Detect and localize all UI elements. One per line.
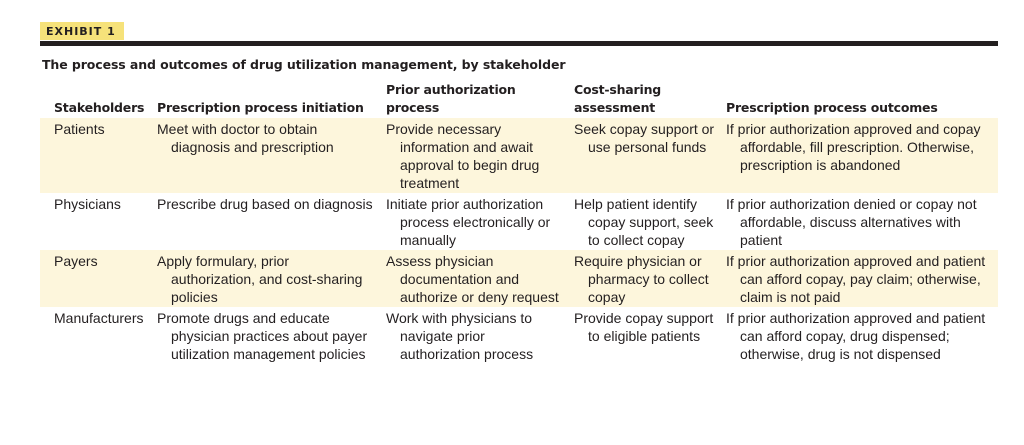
header-rule — [40, 41, 998, 46]
table-row — [40, 307, 998, 364]
column-header-prior-authorization: Prior authorization process — [386, 82, 516, 115]
column-header-cost-sharing: Cost-sharing assessment — [574, 82, 662, 115]
outcomes-cell — [722, 193, 998, 250]
outcomes-cell — [722, 250, 998, 307]
cost-sharing-cell — [570, 193, 722, 250]
exhibit-label: EXHIBIT 1 — [40, 22, 124, 40]
cell-text: Prescribe drug based on diagnosis — [157, 196, 373, 212]
table-title: The process and outcomes of drug utilization management, by stakeholder — [42, 57, 566, 72]
stakeholder-cell — [40, 193, 153, 250]
prior-auth-cell — [382, 250, 570, 307]
header-row — [40, 81, 998, 118]
table-row — [40, 250, 998, 307]
cell-text: Provide copay support to eligible patients — [574, 310, 714, 344]
cell-text: Seek copay support or use personal funds — [574, 121, 715, 155]
stakeholder-cell — [40, 307, 153, 364]
column-header-initiation: Prescription process initiation — [157, 100, 364, 115]
cell-text: Require physician or pharmacy to collect copay — [574, 253, 709, 305]
cell-text: Payers — [54, 253, 98, 269]
cell-text: Work with physicians to navigate prior authorization process — [386, 310, 534, 362]
outcomes-cell — [722, 307, 998, 364]
table-row — [40, 193, 998, 250]
cell-text: Meet with doctor to obtain diagnosis and prescription — [157, 121, 334, 155]
stakeholder-table — [40, 81, 998, 364]
initiation-cell — [153, 118, 382, 193]
prior-auth-cell — [382, 193, 570, 250]
initiation-cell — [153, 250, 382, 307]
outcomes-cell — [722, 118, 998, 193]
initiation-cell — [153, 193, 382, 250]
cell-text: If prior authorization approved and patient can afford copay, drug dispensed; otherwise, drug is not dispensed — [726, 310, 986, 362]
exhibit — [40, 22, 998, 364]
prior-auth-cell — [382, 118, 570, 193]
initiation-cell — [153, 307, 382, 364]
cell-text: Physicians — [54, 196, 121, 212]
cell-text: Patients — [54, 121, 105, 137]
cell-text: If prior authorization denied or copay not affordable, discuss alternatives with patient — [726, 196, 977, 248]
cell-text: Assess physician documentation and authorize or deny request — [386, 253, 559, 305]
cost-sharing-cell — [570, 118, 722, 193]
cell-text: If prior authorization approved and copay affordable, fill prescription. Otherwise, prescription is abandoned — [726, 121, 981, 173]
cell-text: If prior authorization approved and patient can afford copay, pay claim; otherwise, claim is not paid — [726, 253, 986, 305]
cell-text: Apply formulary, prior authorization, and cost-sharing policies — [157, 253, 363, 305]
cost-sharing-cell — [570, 250, 722, 307]
stakeholder-cell — [40, 250, 153, 307]
cell-text: Help patient identify copay support, seek to collect copay — [574, 196, 714, 248]
cell-text: Provide necessary information and await approval to begin drug treatment — [386, 121, 540, 191]
cell-text: Initiate prior authorization process electronically or manually — [386, 196, 551, 248]
column-header-outcomes: Prescription process outcomes — [726, 100, 938, 115]
cell-text: Manufacturers — [54, 310, 144, 326]
prior-auth-cell — [382, 307, 570, 364]
cost-sharing-cell — [570, 307, 722, 364]
column-header-stakeholders: Stakeholders — [54, 100, 145, 115]
stakeholder-cell — [40, 118, 153, 193]
cell-text: Promote drugs and educate physician practices about payer utilization management policies — [157, 310, 368, 362]
table-row — [40, 118, 998, 193]
